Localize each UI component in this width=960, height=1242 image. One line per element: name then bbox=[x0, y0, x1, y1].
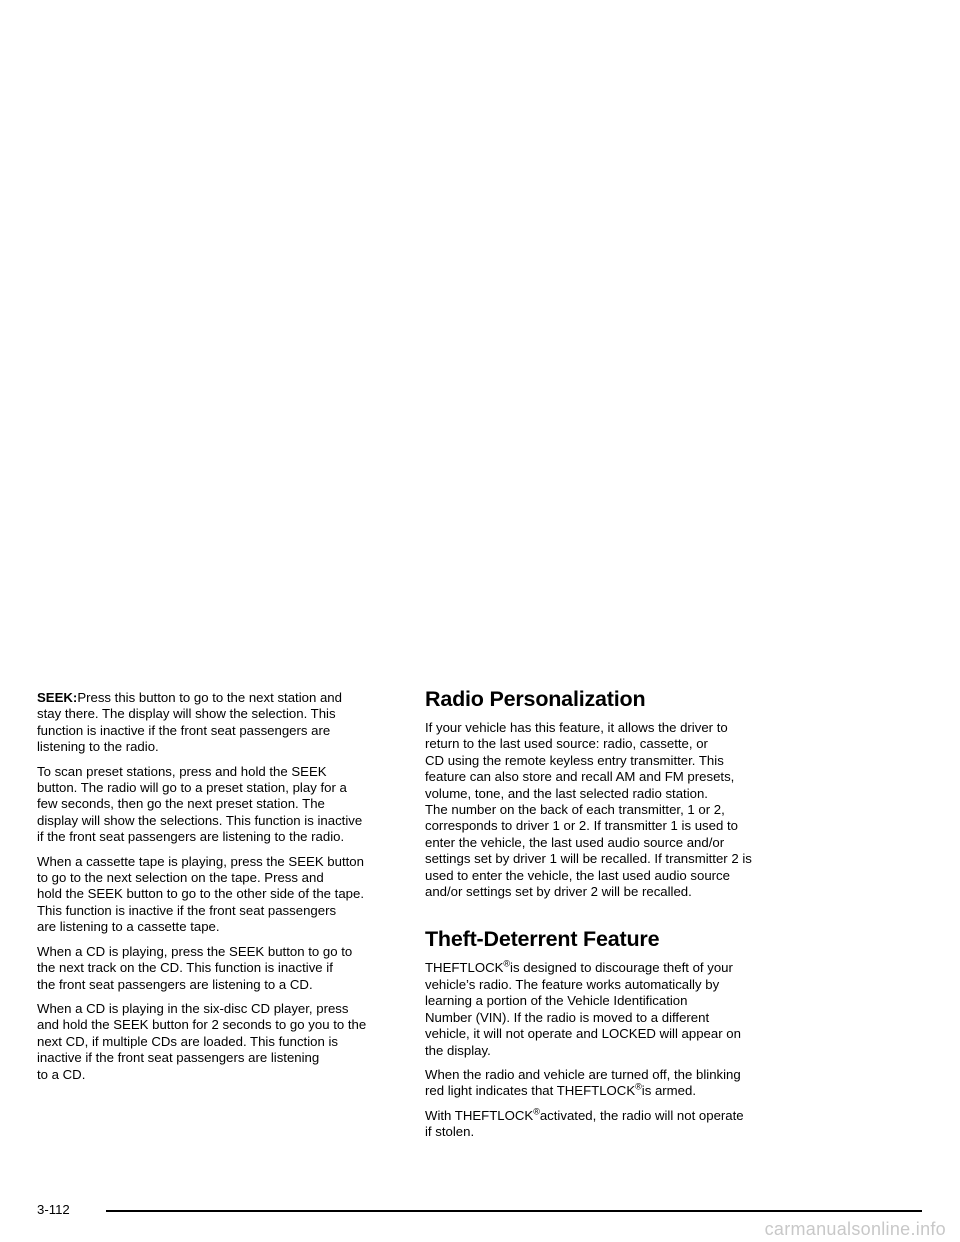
cd-seek-paragraph: When a CD is playing, press the SEEK button to go to the next track on the CD. This function is inactive if the front seat passengers are listening to a CD. bbox=[37, 943, 353, 992]
theftlock-activated-paragraph bbox=[425, 1108, 787, 1141]
seek-label: SEEK: bbox=[37, 690, 78, 705]
cassette-seek-paragraph: When a cassette tape is playing, press the SEEK button to go to the next selection on the tape. Press and hold the SEEK button to go to the other side of the tape. This function is inactive if the front seat passengers are listening to a cassette tape. bbox=[37, 853, 364, 935]
theftlock-armed-text-end: is armed. bbox=[641, 1083, 696, 1099]
registered-mark: ® bbox=[635, 1081, 642, 1092]
watermark-text: carmanualsonline.info bbox=[764, 1219, 946, 1239]
scan-preset-paragraph: To scan preset stations, press and hold the SEEK button. The radio will go to a preset station, play for a few seconds, then go the next preset station. The display will show the selections. This function is inactive if the front seat passengers are listening to the radio. bbox=[37, 763, 363, 845]
theftlock-intro-text: is designed to discourage theft of your vehicle’s radio. The feature works automatically by learning a portion of the Vehicle Identification Number (VIN). If the radio is moved to a different vehicle, it will not operate and LOCKED will appear on the display. bbox=[425, 960, 741, 1058]
theftlock-armed-text-start: When the radio and vehicle are turned off, the blinking red light indicates that THEFTLOCK bbox=[425, 1066, 741, 1099]
registered-mark: ® bbox=[533, 1106, 540, 1117]
theftlock-activated-text-end: activated, the radio will not operate if stolen. bbox=[425, 1107, 744, 1140]
right-column bbox=[425, 687, 787, 1149]
seek-paragraph bbox=[37, 690, 397, 756]
left-column bbox=[37, 690, 397, 1091]
theftlock-armed-paragraph bbox=[425, 1067, 787, 1100]
theft-deterrent-heading: Theft-Deterrent Feature bbox=[425, 927, 660, 952]
radio-personalization-heading: Radio Personalization bbox=[425, 687, 646, 711]
seek-text: Press this button to go to the next station and stay there. The display will show the selection. This function is inactive if the front seat passengers are listening to the radio. bbox=[37, 690, 342, 755]
footer-rule bbox=[106, 1210, 922, 1212]
theftlock-activated-text-start: With THEFTLOCK bbox=[425, 1107, 534, 1123]
registered-mark: ® bbox=[503, 959, 511, 970]
radio-personalization-paragraph: If your vehicle has this feature, it allows the driver to return to the last used source: radio, cassette, or CD using the remote keyless entry transmitter. This feature can also store and recall AM and FM presets, volume, tone, and the last selected radio station. The number on the back of each transmitter, 1 or 2, corresponds to driver 1 or 2. If transmitter 1 is used to enter the vehicle, the last used audio source and/or settings set by driver 1 will be recalled. If transmitter 2 is used to enter the vehicle, the last used audio source and/or settings set by driver 2 will be recalled. bbox=[425, 720, 752, 900]
theftlock-word: THEFTLOCK bbox=[425, 960, 504, 976]
theftlock-intro-paragraph bbox=[425, 960, 787, 1058]
page-number: 3-112 bbox=[37, 1202, 70, 1217]
six-disc-seek-paragraph: When a CD is playing in the six-disc CD player, press and hold the SEEK button for 2 seconds to go you to the next CD, if multiple CDs are loaded. This function is inactive if the front seat passengers are listening to a CD. bbox=[37, 1000, 367, 1082]
